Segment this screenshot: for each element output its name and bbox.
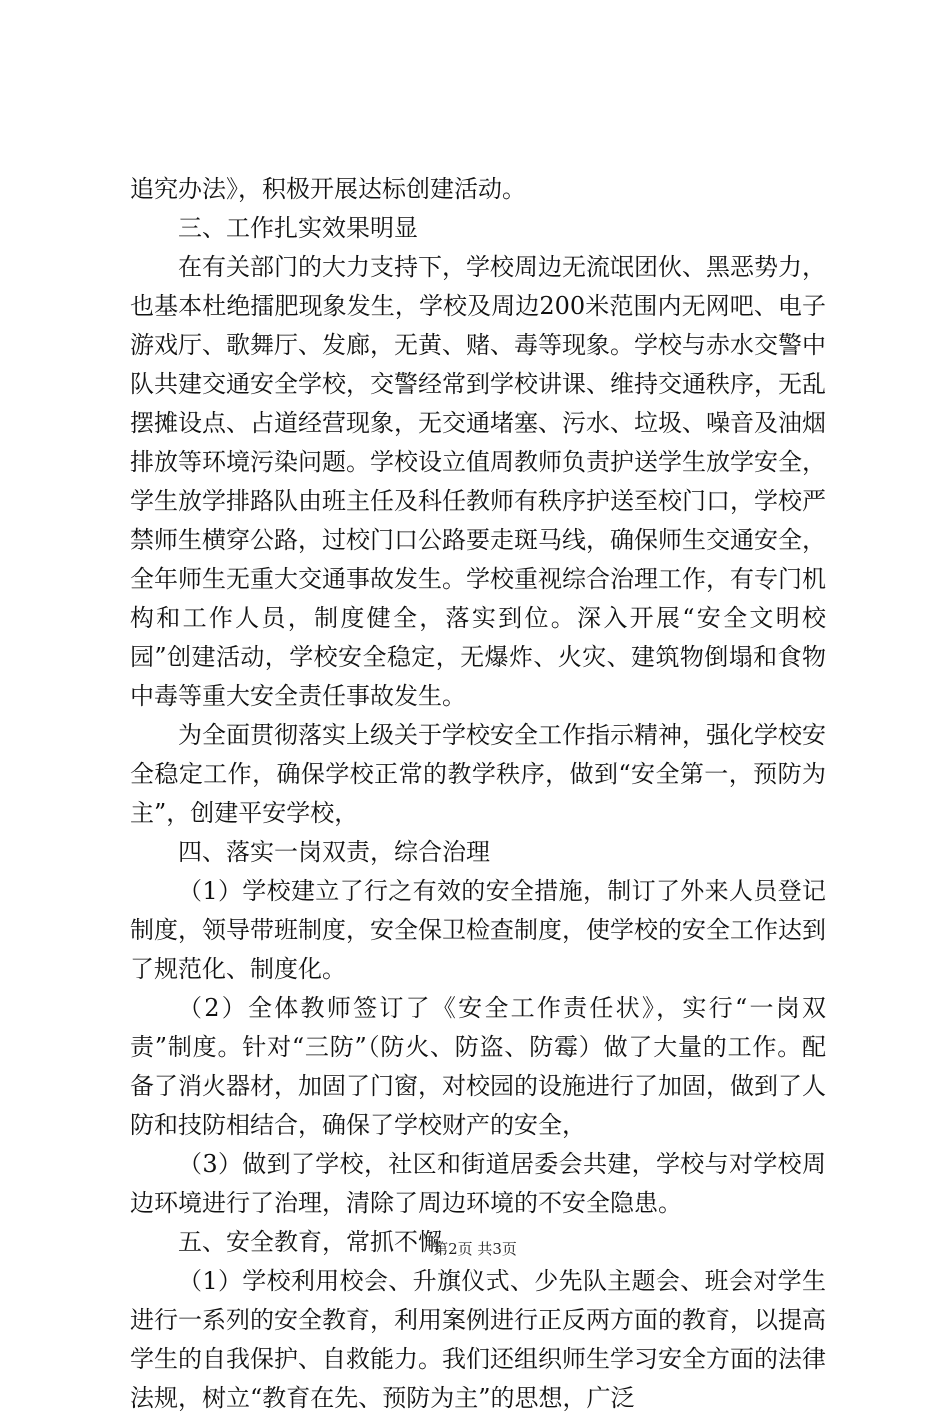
paragraph-continuation: 追究办法》，积极开展达标创建活动。 [130,175,526,203]
section-heading-3: 三、工作扎实效果明显 [178,214,418,242]
page-number-footer: 第2页 共3页 [433,1240,517,1258]
list-item-4-3: （3）做到了学校，社区和街道居委会共建，学校与对学校周边环境进行了治理，清除了周边环境的不安全隐患。 [130,1150,826,1217]
section-heading-5: 五、安全教育，常抓不懈 [178,1228,442,1256]
paragraph-intro: 为全面贯彻落实上级关于学校安全工作指示精神，强化学校安全稳定工作，确保学校正常的教学秩序，做到“安全第一，预防为主”，创建平安学校， [130,721,826,827]
section-heading-4: 四、落实一岗双责，综合治理 [178,838,490,866]
list-item-4-2: （2）全体教师签订了《安全工作责任状》，实行“一岗双责”制度。针对“三防”（防火、防盗、防霉）做了大量的工作。配备了消火器材，加固了门窗，对校园的设施进行了加固，做到了人防和技防相结合，确保了学校财产的安全， [130,994,826,1139]
document-body [130,170,826,1418]
paragraph-section-3-body: 在有关部门的大力支持下，学校周边无流氓团伙、黑恶势力，也基本杜绝擂肥现象发生，学校及周边200米范围内无网吧、电子游戏厅、歌舞厅、发廊，无黄、赌、毒等现象。学校与赤水交警中队共建交通安全学校，交警经常到学校讲课、维持交通秩序，无乱摆摊设点、占道经营现象，无交通堵塞、污水、垃圾、噪音及油烟排放等环境污染问题。学校设立值周教师负责护送学生放学安全，学生放学排路队由班主任及科任教师有秩序护送至校门口，学校严禁师生横穿公路，过校门口公路要走斑马线，确保师生交通安全，全年师生无重大交通事故发生。学校重视综合治理工作，有专门机构和工作人员，制度健全，落实到位。深入开展“安全文明校园”创建活动，学校安全稳定，无爆炸、火灾、建筑物倒塌和食物中毒等重大安全责任事故发生。 [130,253,826,710]
list-item-5-1: （1）学校利用校会、升旗仪式、少先队主题会、班会对学生进行一系列的安全教育，利用案例进行正反两方面的教育，以提高学生的自我保护、自救能力。我们还组织师生学习安全方面的法律法规，树立“教育在先、预防为主”的思想，广泛 [130,1267,826,1412]
list-item-4-1: （1）学校建立了行之有效的安全措施，制订了外来人员登记制度，领导带班制度，安全保卫检查制度，使学校的安全工作达到了规范化、制度化。 [130,877,826,983]
